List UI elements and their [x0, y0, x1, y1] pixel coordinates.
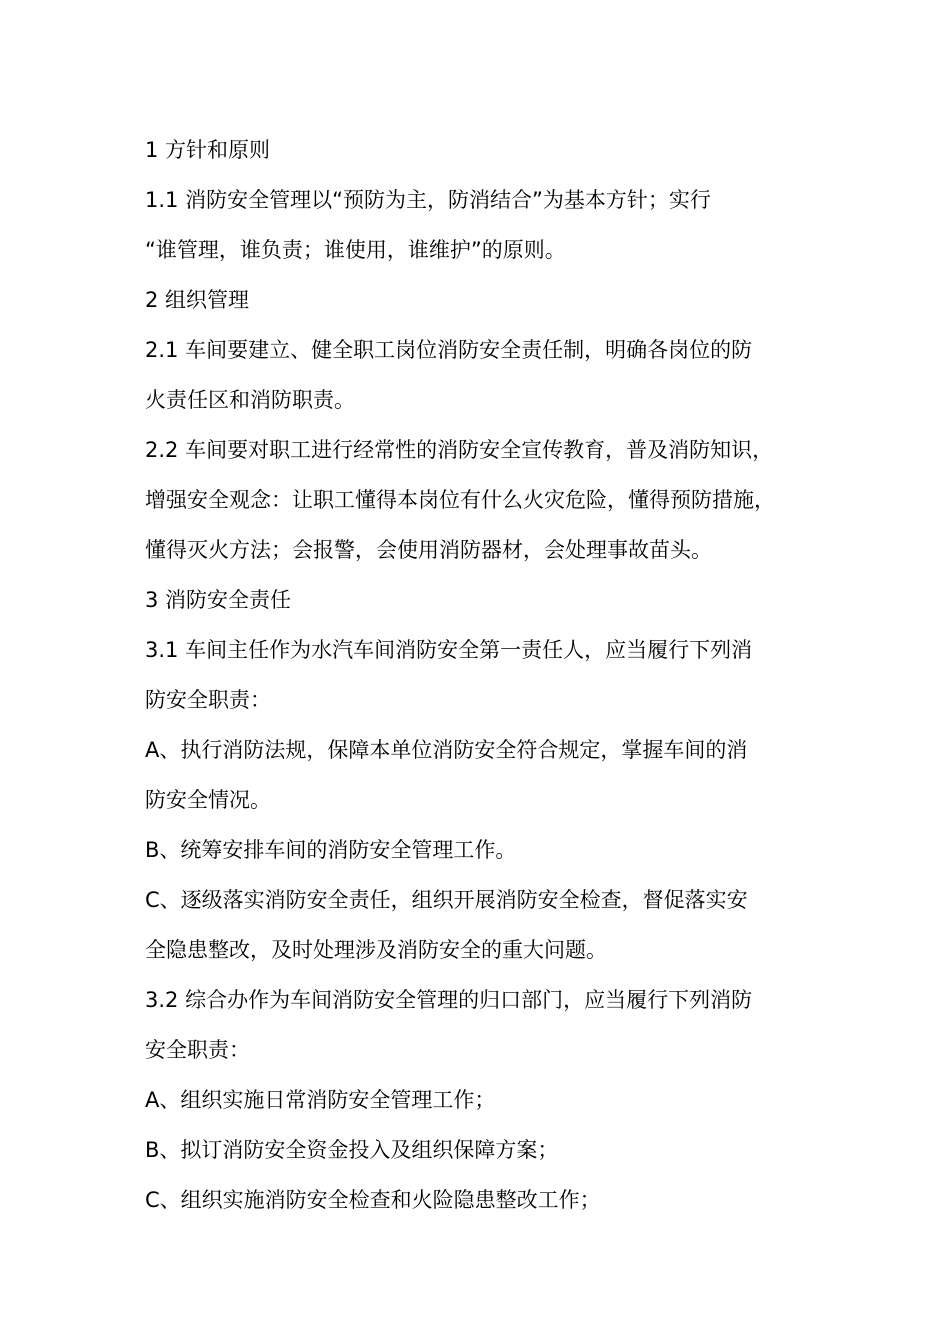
- paragraph-line: 2.2 车间要对职工进行经常性的消防安全宣传教育，普及消防知识，: [145, 438, 774, 462]
- section-heading-1: 1 方针和原则: [145, 138, 271, 162]
- paragraph-line: C、逐级落实消防安全责任，组织开展消防安全检查，督促落实安: [145, 888, 748, 912]
- paragraph-line: C、组织实施消防安全检查和火险隐患整改工作；: [145, 1188, 601, 1212]
- paragraph-line: 火责任区和消防职责。: [145, 388, 355, 412]
- paragraph-line: A、执行消防法规，保障本单位消防安全符合规定，掌握车间的消: [145, 738, 748, 762]
- paragraph-line: 1.1 消防安全管理以“预防为主，防消结合”为基本方针；实行: [145, 188, 711, 212]
- paragraph-line: 增强安全观念：让职工懂得本岗位有什么火灾危险，懂得预防措施，: [145, 488, 775, 512]
- section-heading-3: 3 消防安全责任: [145, 588, 292, 612]
- paragraph-line: A、组织实施日常消防安全管理工作；: [145, 1088, 496, 1112]
- section-heading-2: 2 组织管理: [145, 288, 250, 312]
- paragraph-line: 2.1 车间要建立、健全职工岗位消防安全责任制，明确各岗位的防: [145, 338, 753, 362]
- paragraph-line: B、统筹安排车间的消防安全管理工作。: [145, 838, 517, 862]
- paragraph-line: 3.2 综合办作为车间消防安全管理的归口部门，应当履行下列消防: [145, 988, 753, 1012]
- paragraph-line: 安全职责：: [145, 1038, 250, 1062]
- paragraph-line: 全隐患整改，及时处理涉及消防安全的重大问题。: [145, 938, 607, 962]
- paragraph-line: B、拟订消防安全资金投入及组织保障方案；: [145, 1138, 559, 1162]
- paragraph-line: 懂得灭火方法；会报警，会使用消防器材，会处理事故苗头。: [145, 538, 712, 562]
- paragraph-line: “谁管理，谁负责；谁使用，谁维护”的原则。: [145, 238, 566, 262]
- paragraph-line: 防安全情况。: [145, 788, 271, 812]
- paragraph-line: 防安全职责：: [145, 688, 271, 712]
- document-body: [145, 125, 825, 1225]
- paragraph-line: 3.1 车间主任作为水汽车间消防安全第一责任人，应当履行下列消: [145, 638, 753, 662]
